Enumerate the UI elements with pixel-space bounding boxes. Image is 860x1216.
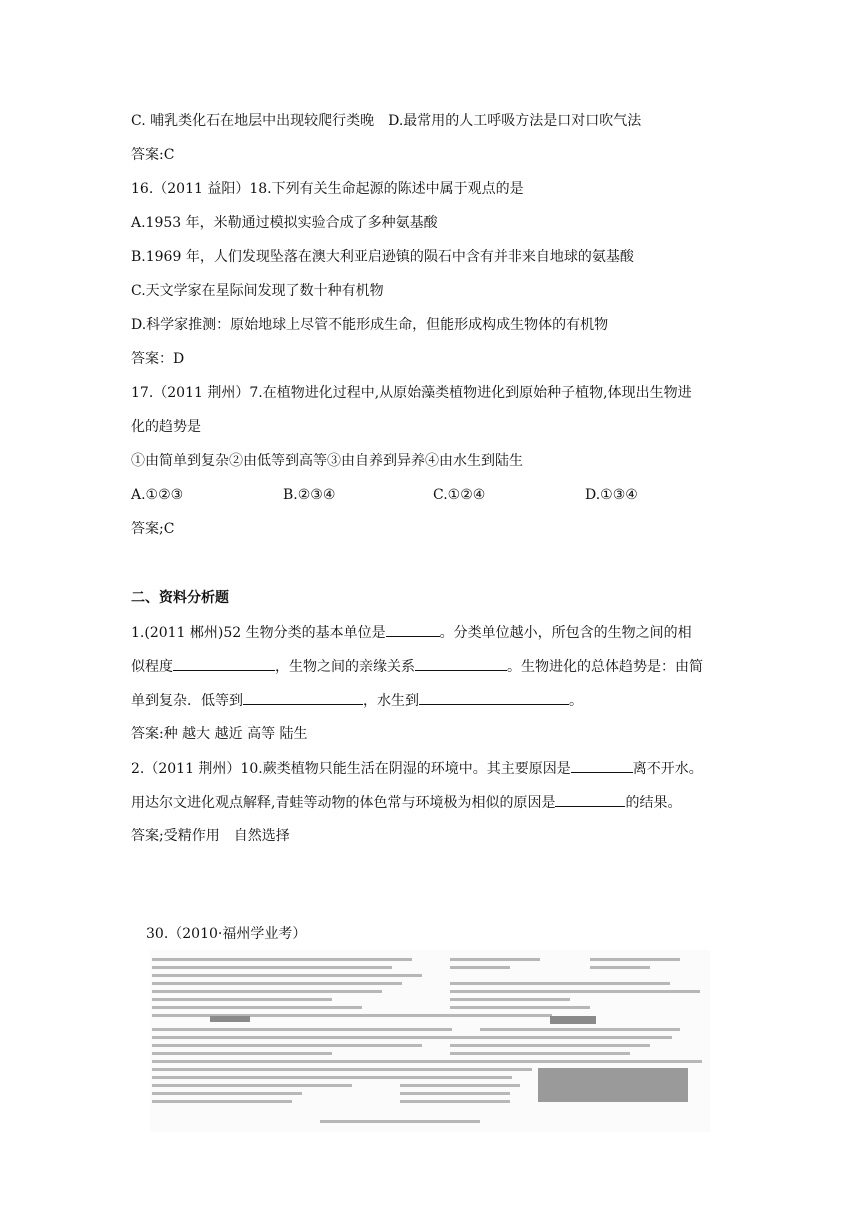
option-b: B.1969 年，人们发现坠落在澳大利亚启逊镇的陨石中含有并非来自地球的氨基酸 — [131, 249, 634, 265]
scanned-exam-image — [150, 950, 710, 1132]
text-segment: ，水生到 — [363, 693, 419, 709]
text-segment: 。分类单位越小，所包含的生物之间的相 — [439, 625, 692, 641]
fill-blank — [415, 656, 507, 671]
answer-line: 答案:C — [131, 147, 175, 163]
text-segment: 似程度 — [131, 659, 173, 675]
fill-blank — [173, 656, 275, 671]
fill-blank — [243, 690, 363, 705]
choice-d: D.①③④ — [585, 487, 638, 503]
text-segment: 离不开水。 — [632, 761, 703, 777]
answer-line: 答案:种 越大 越近 高等 陆生 — [131, 726, 308, 742]
text-segment: 用达尔文进化观点解释,青蛙等动物的体色常与环境极为相似的原因是 — [131, 795, 556, 811]
question-30: 30.（2010·福州学业考） — [146, 926, 307, 942]
choice-c: C.①②④ — [433, 487, 486, 503]
answer-line: 答案;受精作用 自然选择 — [131, 828, 290, 844]
analysis-question-2-cont — [131, 792, 681, 813]
text-segment: 。生物进化的总体趋势是：由简 — [507, 659, 703, 675]
question-16: 16.（2011 益阳）18.下列有关生命起源的陈述中属于观点的是 — [131, 181, 524, 197]
section-heading: 二、资料分析题 — [131, 590, 229, 606]
analysis-question-1-cont — [131, 656, 703, 677]
option-d: D.科学家推测：原始地球上尽管不能形成生命，但能形成构成生物体的有机物 — [131, 317, 609, 333]
option-c: C.天文学家在星际间发现了数十种有机物 — [131, 283, 384, 299]
text-segment: 。 — [569, 693, 583, 709]
question-17-cont: 化的趋势是 — [131, 419, 201, 435]
question-17: 17.（2011 荆州）7.在植物进化过程中,从原始藻类植物进化到原始种子植物,体现出生物进 — [131, 385, 692, 401]
choice-a: A.①②③ — [131, 487, 184, 503]
option-a: A.1953 年，米勒通过模拟实验合成了多种氨基酸 — [131, 215, 438, 231]
text-segment: 的结果。 — [625, 795, 682, 811]
question-option-line: C. 哺乳类化石在地层中出现较爬行类晚 D.最常用的人工呼吸方法是口对口吹气法 — [131, 113, 642, 129]
fill-blank — [571, 758, 633, 773]
analysis-question-1-cont — [131, 690, 583, 711]
choice-b: B.②③④ — [283, 487, 336, 503]
fill-blank — [419, 690, 569, 705]
text-segment: ，生物之间的亲缘关系 — [275, 659, 415, 675]
text-segment: 2.（2011 荆州）10.蕨类植物只能生活在阴湿的环境中。其主要原因是 — [131, 761, 571, 777]
analysis-question-2 — [131, 758, 703, 779]
fill-blank — [555, 792, 625, 807]
fill-blank — [386, 622, 440, 637]
answer-line: 答案;C — [131, 521, 175, 537]
text-segment: 1.(2011 郴州)52 生物分类的基本单位是 — [131, 625, 386, 641]
question-17-statements: ①由简单到复杂②由低等到高等③由自养到异养④由水生到陆生 — [131, 453, 523, 469]
analysis-question-1 — [131, 622, 692, 643]
answer-line: 答案：D — [131, 351, 185, 367]
text-segment: 单到复杂．低等到 — [131, 693, 243, 709]
